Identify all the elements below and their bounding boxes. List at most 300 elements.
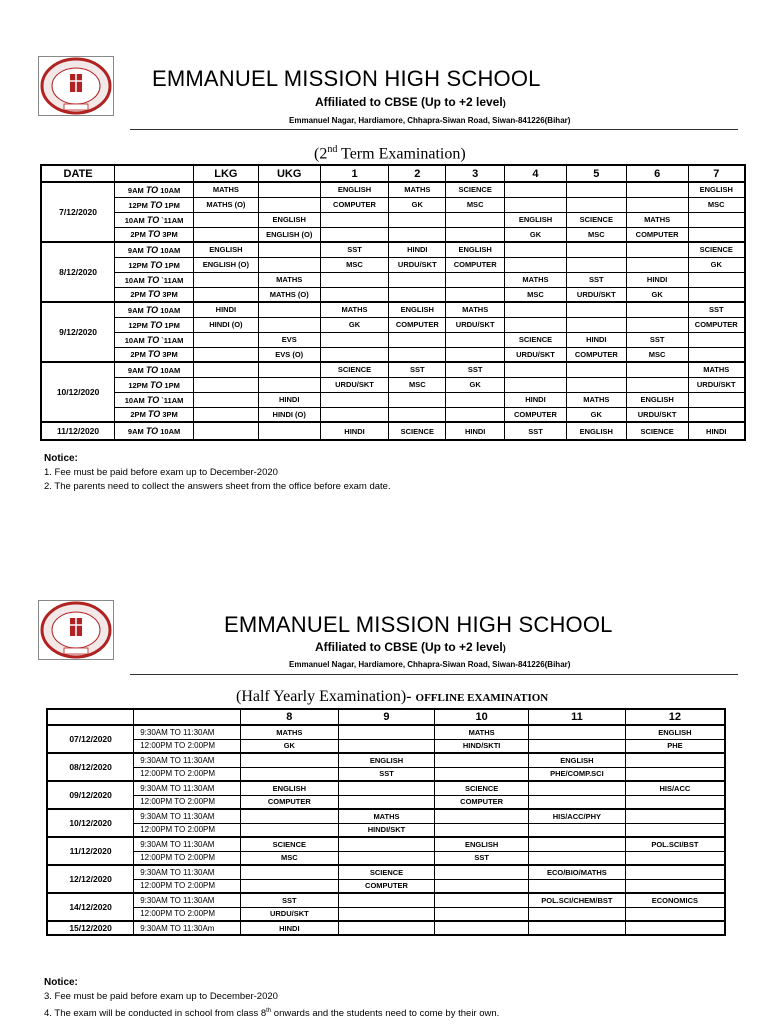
subject-cell	[626, 377, 688, 392]
subject-cell: MATHS (O)	[258, 287, 320, 302]
subject-cell: COMPUTER	[389, 317, 446, 332]
table-row	[47, 767, 725, 781]
table-row	[41, 377, 745, 392]
table-row	[41, 197, 745, 212]
subject-cell: HINDI/SKT	[338, 823, 435, 837]
header-cell: UKG	[258, 165, 320, 182]
time-cell: 9:30AM TO 11:30Am	[134, 921, 241, 935]
subject-cell: ENGLISH	[320, 182, 389, 197]
subject-cell	[193, 347, 258, 362]
address-2: Emmanuel Nagar, Hardiamore, Chhapra-Siwan Road, Siwan-841226(Bihar)	[289, 660, 571, 669]
subject-cell: SST	[626, 332, 688, 347]
date-cell: 11/12/2020	[41, 422, 115, 440]
subject-cell	[320, 392, 389, 407]
time-cell: 9:30AM TO 11:30AM	[134, 893, 241, 907]
time-cell: 10AM TO `11AM	[115, 272, 194, 287]
subject-cell	[688, 287, 745, 302]
table-row	[41, 242, 745, 257]
subject-cell	[258, 197, 320, 212]
subject-cell	[435, 865, 529, 879]
subject-cell: ENGLISH	[626, 392, 688, 407]
subject-cell	[389, 227, 446, 242]
notice-1	[44, 452, 744, 494]
time-cell: 12:00PM TO 2:00PM	[134, 851, 241, 865]
subject-cell: SST	[446, 362, 505, 377]
subject-cell	[566, 242, 626, 257]
notice-2-item-3: 3. Fee must be paid before exam up to December-2020	[44, 991, 278, 1002]
subject-cell	[446, 227, 505, 242]
table-row	[47, 753, 725, 767]
subject-cell: SST	[320, 242, 389, 257]
subject-cell: MSC	[688, 197, 745, 212]
time-to-label: TO	[147, 349, 161, 360]
subject-cell: HINDI	[241, 921, 339, 935]
subject-cell	[625, 795, 725, 809]
subject-cell: URDU/SKT	[626, 407, 688, 422]
subject-cell: HIS/ACC	[625, 781, 725, 795]
subject-cell: HIS/ACC/PHY	[528, 809, 625, 823]
subject-cell: MATHS	[241, 725, 339, 739]
time-to-label: TO	[145, 304, 159, 315]
table-row	[47, 907, 725, 921]
subject-cell	[528, 921, 625, 935]
subject-cell: COMPUTER	[446, 257, 505, 272]
subject-cell: HINDI	[688, 422, 745, 440]
subject-cell	[241, 753, 339, 767]
subject-cell: SCIENCE	[241, 837, 339, 851]
header-cell	[134, 709, 241, 725]
time-cell: 9:30AM TO 11:30AM	[134, 809, 241, 823]
time-cell: 9AM TO 10AM	[115, 242, 194, 257]
subject-cell: GK	[389, 197, 446, 212]
subject-cell: MSC	[241, 851, 339, 865]
subject-cell	[446, 347, 505, 362]
subject-cell	[338, 781, 435, 795]
time-to-label: TO	[147, 409, 161, 420]
header-cell: 10	[435, 709, 529, 725]
subject-cell: HINDI	[258, 392, 320, 407]
table-row	[41, 182, 745, 197]
subject-cell: GK	[320, 317, 389, 332]
time-cell: 10AM TO `11AM	[115, 212, 194, 227]
header-cell: 8	[241, 709, 339, 725]
notice-1-item-2: 2. The parents need to collect the answers sheet from the office before exam date.	[44, 481, 391, 492]
subject-cell: GK	[688, 257, 745, 272]
subject-cell: HINDI	[626, 272, 688, 287]
notice-2	[44, 976, 754, 1021]
subject-cell	[338, 795, 435, 809]
subject-cell	[505, 197, 567, 212]
date-cell: 10/12/2020	[47, 809, 134, 837]
subject-cell	[566, 182, 626, 197]
affiliation-2: Affiliated to CBSE (Up to +2 level)	[315, 640, 506, 654]
header-cell: 5	[566, 165, 626, 182]
subject-cell	[193, 407, 258, 422]
subject-cell: ENGLISH	[435, 837, 529, 851]
subject-cell	[193, 287, 258, 302]
subject-cell: MATHS	[435, 725, 529, 739]
time-cell: 9:30AM TO 11:30AM	[134, 865, 241, 879]
subject-cell	[626, 242, 688, 257]
subject-cell: MATHS (O)	[193, 197, 258, 212]
subject-cell: COMPUTER	[435, 795, 529, 809]
divider-1	[130, 129, 738, 130]
time-cell: 9:30AM TO 11:30AM	[134, 753, 241, 767]
time-cell: 2PM TO 3PM	[115, 407, 194, 422]
subject-cell: MATHS	[626, 212, 688, 227]
subject-cell	[625, 851, 725, 865]
subject-cell	[528, 739, 625, 753]
subject-cell	[566, 302, 626, 317]
subject-cell	[505, 257, 567, 272]
subject-cell	[446, 272, 505, 287]
time-to-label: TO	[145, 184, 159, 195]
subject-cell	[505, 182, 567, 197]
subject-cell: SST	[566, 272, 626, 287]
subject-cell	[320, 287, 389, 302]
subject-cell	[505, 302, 567, 317]
subject-cell: MSC	[389, 377, 446, 392]
subject-cell: SCIENCE	[320, 362, 389, 377]
subject-cell: HINDI	[566, 332, 626, 347]
subject-cell: URDU/SKT	[688, 377, 745, 392]
school-name-1: EMMANUEL MISSION HIGH SCHOOL	[152, 66, 541, 91]
table-row	[41, 392, 745, 407]
subject-cell: HINDI (O)	[193, 317, 258, 332]
table-row	[41, 332, 745, 347]
time-cell: 12:00PM TO 2:00PM	[134, 767, 241, 781]
subject-cell	[446, 287, 505, 302]
subject-cell: SCIENCE	[505, 332, 567, 347]
subject-cell	[193, 362, 258, 377]
school-logo-1	[38, 56, 114, 116]
time-cell: 2PM TO 3PM	[115, 227, 194, 242]
subject-cell: MATHS	[566, 392, 626, 407]
subject-cell	[446, 212, 505, 227]
table-row	[41, 347, 745, 362]
halfyearly-title: (Half Yearly Examination)- OFFLINE EXAMINATION	[236, 688, 549, 705]
subject-cell: SCIENCE	[338, 865, 435, 879]
table-row	[47, 851, 725, 865]
table-row	[41, 422, 745, 440]
subject-cell: HINDI	[505, 392, 567, 407]
notice-2-heading: Notice:	[44, 977, 78, 988]
subject-cell: SCIENCE	[688, 242, 745, 257]
time-cell: 12:00PM TO 2:00PM	[134, 907, 241, 921]
subject-cell	[389, 332, 446, 347]
table-row	[41, 272, 745, 287]
time-cell: 9:30AM TO 11:30AM	[134, 781, 241, 795]
date-cell: 07/12/2020	[47, 725, 134, 753]
subject-cell	[688, 347, 745, 362]
subject-cell	[528, 795, 625, 809]
header-cell: 11	[528, 709, 625, 725]
subject-cell: MSC	[320, 257, 389, 272]
subject-cell	[435, 921, 529, 935]
subject-cell: MSC	[446, 197, 505, 212]
subject-cell	[528, 837, 625, 851]
table-row	[41, 257, 745, 272]
subject-cell	[625, 809, 725, 823]
table-row	[47, 865, 725, 879]
subject-cell	[435, 893, 529, 907]
table-row	[41, 317, 745, 332]
table-row	[41, 302, 745, 317]
header-cell: 3	[446, 165, 505, 182]
subject-cell: URDU/SKT	[320, 377, 389, 392]
subject-cell: URDU/SKT	[566, 287, 626, 302]
subject-cell: MATHS	[320, 302, 389, 317]
table-row	[47, 823, 725, 837]
subject-cell	[258, 182, 320, 197]
subject-cell: ENGLISH (O)	[193, 257, 258, 272]
subject-cell	[528, 879, 625, 893]
time-to-label: TO	[147, 289, 161, 300]
time-cell: 9:30AM TO 11:30AM	[134, 725, 241, 739]
subject-cell	[193, 422, 258, 440]
time-to-label: TO	[145, 426, 159, 436]
subject-cell	[505, 377, 567, 392]
subject-cell	[688, 332, 745, 347]
subject-cell: COMPUTER	[320, 197, 389, 212]
subject-cell	[389, 392, 446, 407]
subject-cell: PHE/COMP.SCI	[528, 767, 625, 781]
subject-cell	[625, 767, 725, 781]
subject-cell	[625, 823, 725, 837]
subject-cell	[566, 317, 626, 332]
halfyearly-schedule-table	[46, 708, 726, 936]
notice-1-item-1: 1. Fee must be paid before exam up to December-2020	[44, 467, 278, 478]
subject-cell: EVS	[258, 332, 320, 347]
time-to-label: TO	[150, 199, 163, 210]
subject-cell	[435, 879, 529, 893]
subject-cell	[389, 407, 446, 422]
subject-cell	[626, 182, 688, 197]
time-to-label: TO	[145, 364, 159, 375]
subject-cell	[625, 907, 725, 921]
header-cell: 4	[505, 165, 567, 182]
subject-cell	[338, 837, 435, 851]
time-cell: 12:00PM TO 2:00PM	[134, 739, 241, 753]
subject-cell	[320, 332, 389, 347]
affiliation-1: Affiliated to CBSE (Up to +2 level)	[315, 95, 506, 109]
subject-cell	[688, 212, 745, 227]
subject-cell	[389, 287, 446, 302]
subject-cell	[193, 212, 258, 227]
subject-cell: POL.SCI/CHEM/BST	[528, 893, 625, 907]
subject-cell: MATHS	[258, 272, 320, 287]
time-cell: 12PM TO 1PM	[115, 377, 194, 392]
subject-cell	[258, 302, 320, 317]
table-row	[41, 362, 745, 377]
subject-cell	[625, 865, 725, 879]
subject-cell: HIND/SKTI	[435, 739, 529, 753]
table-row	[47, 893, 725, 907]
subject-cell	[435, 823, 529, 837]
subject-cell: ECO/BIO/MATHS	[528, 865, 625, 879]
subject-cell: ENGLISH	[338, 753, 435, 767]
time-to-label: TO	[146, 394, 160, 405]
date-cell: 08/12/2020	[47, 753, 134, 781]
school-name-2: EMMANUEL MISSION HIGH SCHOOL	[224, 612, 613, 637]
subject-cell	[241, 767, 339, 781]
notice-1-heading: Notice:	[44, 453, 78, 464]
subject-cell	[446, 407, 505, 422]
subject-cell: GK	[626, 287, 688, 302]
subject-cell	[389, 272, 446, 287]
table-row	[47, 795, 725, 809]
subject-cell: MATHS	[505, 272, 567, 287]
date-cell: 10/12/2020	[41, 362, 115, 422]
address-1: Emmanuel Nagar, Hardiamore, Chhapra-Siwan Road, Siwan-841226(Bihar)	[289, 116, 571, 125]
table-row	[47, 837, 725, 851]
subject-cell: COMPUTER	[505, 407, 567, 422]
subject-cell: COMPUTER	[626, 227, 688, 242]
subject-cell	[193, 227, 258, 242]
subject-cell	[193, 272, 258, 287]
time-to-label: TO	[150, 379, 163, 390]
time-to-label: TO	[146, 334, 160, 345]
subject-cell	[688, 407, 745, 422]
time-cell: 2PM TO 3PM	[115, 287, 194, 302]
time-cell: 9AM TO 10AM	[115, 362, 194, 377]
subject-cell: GK	[505, 227, 567, 242]
header-cell	[47, 709, 134, 725]
time-cell: 12PM TO 1PM	[115, 257, 194, 272]
table-row	[47, 921, 725, 935]
subject-cell	[193, 377, 258, 392]
subject-cell	[258, 422, 320, 440]
subject-cell	[338, 921, 435, 935]
subject-cell: MATHS	[193, 182, 258, 197]
subject-cell: EVS (O)	[258, 347, 320, 362]
table-row	[41, 287, 745, 302]
subject-cell: GK	[241, 739, 339, 753]
subject-cell: GK	[566, 407, 626, 422]
term2-schedule-table	[40, 164, 746, 441]
term2-title: (2nd Term Examination)	[314, 144, 466, 163]
subject-cell: MATHS	[688, 362, 745, 377]
table-row	[47, 739, 725, 753]
notice-2-item-4: 4. The exam will be conducted in school from class 8th onwards and the students need to come by their own.	[44, 1008, 500, 1020]
subject-cell	[338, 851, 435, 865]
table-row	[41, 407, 745, 422]
subject-cell: MATHS	[446, 302, 505, 317]
date-cell: 09/12/2020	[47, 781, 134, 809]
subject-cell: COMPUTER	[688, 317, 745, 332]
subject-cell: URDU/SKT	[446, 317, 505, 332]
subject-cell	[688, 227, 745, 242]
subject-cell	[193, 332, 258, 347]
header-cell: 1	[320, 165, 389, 182]
subject-cell	[505, 317, 567, 332]
subject-cell	[320, 227, 389, 242]
subject-cell	[258, 317, 320, 332]
subject-cell: ENGLISH	[389, 302, 446, 317]
subject-cell	[241, 879, 339, 893]
table-row	[47, 879, 725, 893]
subject-cell: HINDI	[446, 422, 505, 440]
subject-cell	[258, 362, 320, 377]
time-cell: 12PM TO 1PM	[115, 317, 194, 332]
header-cell	[115, 165, 194, 182]
subject-cell	[258, 257, 320, 272]
subject-cell	[505, 242, 567, 257]
subject-cell: MSC	[566, 227, 626, 242]
subject-cell	[193, 392, 258, 407]
subject-cell	[505, 362, 567, 377]
time-cell: 12:00PM TO 2:00PM	[134, 879, 241, 893]
subject-cell: ENGLISH	[241, 781, 339, 795]
divider-2	[130, 674, 738, 675]
time-to-label: TO	[146, 274, 160, 285]
subject-cell: SST	[338, 767, 435, 781]
subject-cell	[566, 362, 626, 377]
date-cell: 15/12/2020	[47, 921, 134, 935]
subject-cell	[626, 302, 688, 317]
subject-cell: HINDI	[193, 302, 258, 317]
subject-cell: SST	[389, 362, 446, 377]
time-to-label: TO	[150, 259, 163, 270]
table-row	[41, 212, 745, 227]
subject-cell	[528, 907, 625, 921]
table-row	[47, 781, 725, 795]
header-cell: 12	[625, 709, 725, 725]
subject-cell: COMPUTER	[566, 347, 626, 362]
table-row	[47, 725, 725, 739]
subject-cell	[566, 197, 626, 212]
subject-cell: ENGLISH	[688, 182, 745, 197]
subject-cell: SST	[505, 422, 567, 440]
time-to-label: TO	[145, 244, 159, 255]
subject-cell	[688, 272, 745, 287]
subject-cell	[241, 823, 339, 837]
subject-cell: MSC	[505, 287, 567, 302]
subject-cell: HINDI	[320, 422, 389, 440]
subject-cell: ENGLISH	[528, 753, 625, 767]
time-cell: 12:00PM TO 2:00PM	[134, 823, 241, 837]
subject-cell	[528, 725, 625, 739]
subject-cell	[435, 907, 529, 921]
subject-cell: ENGLISH	[505, 212, 567, 227]
header-cell: 9	[338, 709, 435, 725]
subject-cell: ENGLISH	[258, 212, 320, 227]
subject-cell	[435, 753, 529, 767]
subject-cell	[625, 879, 725, 893]
subject-cell: PHE	[625, 739, 725, 753]
date-cell: 12/12/2020	[47, 865, 134, 893]
subject-cell	[338, 893, 435, 907]
term2-header-row	[41, 165, 745, 182]
subject-cell	[626, 257, 688, 272]
subject-cell: SST	[241, 893, 339, 907]
subject-cell	[528, 823, 625, 837]
subject-cell	[566, 257, 626, 272]
time-cell: 9AM TO 10AM	[115, 422, 194, 440]
subject-cell: HINDI (O)	[258, 407, 320, 422]
subject-cell: ENGLISH	[625, 725, 725, 739]
subject-cell: GK	[446, 377, 505, 392]
header-cell: DATE	[41, 165, 115, 182]
subject-cell: HINDI	[389, 242, 446, 257]
subject-cell	[258, 377, 320, 392]
subject-cell	[338, 725, 435, 739]
subject-cell	[435, 809, 529, 823]
subject-cell	[320, 347, 389, 362]
subject-cell: URDU/SKT	[389, 257, 446, 272]
subject-cell: POL.SCI/BST	[625, 837, 725, 851]
header-cell: LKG	[193, 165, 258, 182]
